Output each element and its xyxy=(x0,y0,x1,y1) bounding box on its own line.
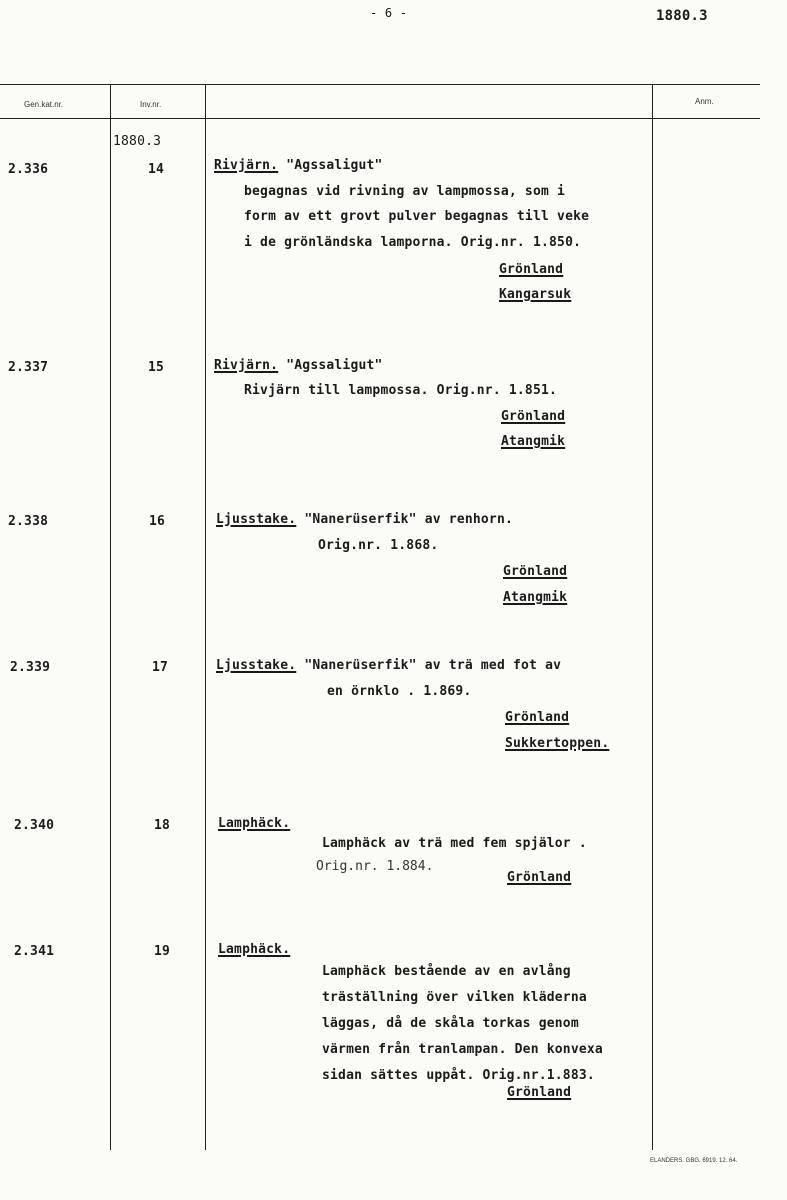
entry-title: Lamphäck. xyxy=(218,942,291,957)
entry-title: Rivjärn. xyxy=(214,358,279,373)
description-line: Orig.nr. 1.868. xyxy=(318,538,439,553)
inv-nr: 18 xyxy=(154,818,171,833)
description-line: form av ett grovt pulver begagnas till veke xyxy=(244,209,590,224)
gen-kat-nr: 2.341 xyxy=(14,944,55,959)
place-label: Grönland xyxy=(501,409,566,424)
place-label: Grönland xyxy=(505,710,570,725)
gen-kat-nr: 2.340 xyxy=(14,818,55,833)
place-label: Grönland xyxy=(503,564,568,579)
column-header-gen-kat-nr: Gen.kat.nr. xyxy=(24,100,64,109)
inv-nr: 16 xyxy=(149,514,166,529)
column-divider-2 xyxy=(205,84,206,1150)
gen-kat-nr: 2.338 xyxy=(8,514,49,529)
column-header-inv-nr: Inv.nr. xyxy=(140,100,162,109)
entry-title: Ljusstake. xyxy=(216,658,297,673)
entry-name: "Nanerüserfik" av trä med fot av xyxy=(304,658,562,673)
description-line: läggas, då de skåla torkas genom xyxy=(322,1016,579,1031)
gen-kat-nr: 2.337 xyxy=(8,360,49,375)
gen-kat-nr: 2.339 xyxy=(10,660,51,675)
place-label: Atangmik xyxy=(501,434,566,449)
description-line: sidan sättes uppåt. Orig.nr.1.883. xyxy=(322,1068,595,1083)
inv-nr: 14 xyxy=(148,162,165,177)
place-label: Grönland xyxy=(499,262,564,277)
header-top-rule xyxy=(0,84,760,85)
description-line: värmen från tranlampan. Den konvexa xyxy=(322,1042,603,1057)
header-bottom-rule xyxy=(0,118,760,119)
place-label: Sukkertoppen. xyxy=(505,736,610,751)
entry-title: Lamphäck. xyxy=(218,816,291,831)
entry-name: "Agssaligut" xyxy=(286,358,383,373)
description-line: Lamphäck bestående av en avlång xyxy=(322,964,571,979)
place-label: Grönland xyxy=(507,870,572,885)
description-line: i de grönländska lamporna. Orig.nr. 1.850. xyxy=(244,235,582,250)
gen-kat-nr: 2.336 xyxy=(8,162,49,177)
column-divider-1 xyxy=(110,84,111,1150)
column-divider-3 xyxy=(652,84,653,1150)
description-line: Rivjärn till lampmossa. Orig.nr. 1.851. xyxy=(244,383,558,398)
printer-mark: ELANDERS. GBG. 6919. 12. 64. xyxy=(650,1158,738,1164)
entry-title: Rivjärn. xyxy=(214,158,279,173)
catalog-code: 1880.3 xyxy=(656,8,708,24)
entry-name: "Nanerüserfik" av renhorn. xyxy=(304,512,514,527)
entry-name: "Agssaligut" xyxy=(286,158,383,173)
column-header-anm: Anm. xyxy=(695,97,714,106)
inv-nr: 19 xyxy=(154,944,171,959)
description-line: en örnklo . 1.869. xyxy=(327,684,472,699)
entry-title: Ljusstake. xyxy=(216,512,297,527)
description-line: Orig.nr. 1.884. xyxy=(316,859,434,874)
description-line: begagnas vid rivning av lampmossa, som i xyxy=(244,184,566,199)
collection-code: 1880.3 xyxy=(113,134,162,149)
place-label: Kangarsuk xyxy=(499,287,572,302)
page-number: - 6 - xyxy=(370,6,408,20)
inv-nr: 17 xyxy=(152,660,169,675)
description-line: träställning över vilken kläderna xyxy=(322,990,587,1005)
inv-nr: 15 xyxy=(148,360,165,375)
place-label: Grönland xyxy=(507,1085,572,1100)
place-label: Atangmik xyxy=(503,590,568,605)
description-line: Lamphäck av trä med fem spjälor . xyxy=(322,836,587,851)
